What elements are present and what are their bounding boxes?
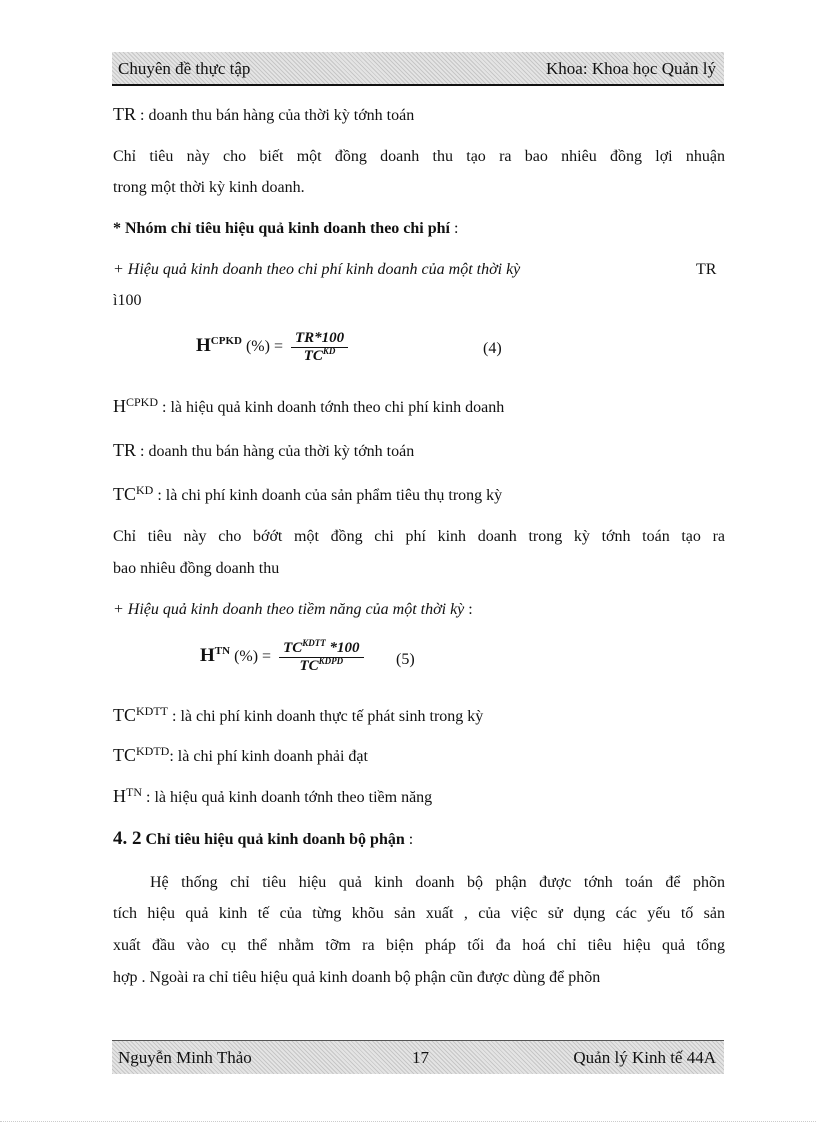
paragraph-2-line-1: Chỉ tiêu này cho bớớt một đồng chi phí kinh doanh trong kỳ tớnh toán tạo ra <box>113 528 725 545</box>
group-heading-tail: : <box>450 220 459 237</box>
bottom-dotted-divider <box>0 1121 816 1122</box>
footer-page-number: 17 <box>412 1048 429 1067</box>
tr-symbol: TR <box>113 104 137 124</box>
formula-5-fraction <box>279 640 363 675</box>
tckdtd-definition: $TC^{KDTD}$: là chi phí kinh doanh phải đạt <box>113 744 368 765</box>
page-footer <box>112 1040 724 1074</box>
section-heading <box>113 828 725 851</box>
htn-definition: $H^{TN}$ : là hiệu quả kinh doanh tớnh theo tiềm năng <box>113 785 433 806</box>
paragraph-3-line-1: Hệ thống chỉ tiêu hiệu quả kinh doanh bộ phận được tớnh toán để phõn <box>150 874 725 891</box>
formula-4-label: (4) <box>483 340 502 357</box>
item-1-line-2: ì100 <box>113 292 142 309</box>
formula-5: $H^{TN}$ (%) = $\frac{TC^{KDTT} *100}{TC^{KDPD}}$ <box>200 640 364 675</box>
item-1-tr: TR <box>696 261 717 278</box>
paragraph-2-line-2: bao nhiêu đồng doanh thu <box>113 560 280 577</box>
section-tail: : <box>404 831 414 848</box>
header-right: Khoa: Khoa học Quản lý <box>546 59 716 78</box>
formula-4-lhs: H <box>196 335 211 357</box>
formula-4-denominator: $TC^{KD}$ <box>303 346 336 364</box>
item-2: + Hiệu quả kinh doanh theo tiềm năng của một thời kỳ : <box>113 601 473 618</box>
group-heading-text: * Nhóm chỉ tiêu hiệu quả kinh doanh theo chi phí <box>113 220 450 237</box>
paragraph-1-line-1: Chỉ tiêu này cho biết một đồng doanh thu tạo ra bao nhiêu đồng lợi nhuận <box>113 148 725 165</box>
formula-4-lhs-sup: CPKD <box>210 335 242 348</box>
section-number: 4. 2 <box>113 828 142 849</box>
header-left: Chuyên đề thực tập <box>118 59 251 78</box>
formula-4 <box>196 330 348 365</box>
item-1-text: + Hiệu quả kinh doanh theo chi phí kinh doanh của một thời kỳ <box>113 261 521 278</box>
footer-author: Nguyễn Minh Thảo <box>118 1048 252 1067</box>
section-title: Chỉ tiêu hiệu quả kinh doanh bộ phận <box>145 831 405 848</box>
formula-5-numerator: $TC^{KDTT}$ *100 <box>279 640 363 658</box>
paragraph-1-line-2: trong một thời kỳ kinh doanh. <box>113 179 305 196</box>
paragraph-3-line-2: tích hiệu quả kinh tế của từng khõu sản xuất , của việc sử dụng các yếu tố sản <box>113 905 725 922</box>
footer-class: Quản lý Kinh tế 44A <box>573 1048 716 1067</box>
tr-definition-text: : doanh thu bán hàng của thời kỳ tớnh toán <box>136 107 415 124</box>
paragraph-3-line-4: hợp . Ngoài ra chỉ tiêu hiệu quả kinh doanh bộ phận cũn được dùng để phõn <box>113 969 601 986</box>
formula-5-label: (5) <box>396 651 415 668</box>
tckdtt-definition: $TC^{KDTT}$ : là chi phí kinh doanh thực tế phát sinh trong kỳ <box>113 704 484 725</box>
formula-4-numerator: TR*100 <box>291 330 348 348</box>
tckd-definition: $TC^{KD}$ : là chi phí kinh doanh của sản phẩm tiêu thụ trong kỳ <box>113 483 503 504</box>
page-header <box>112 52 724 86</box>
tr-definition-2: TR : doanh thu bán hàng của thời kỳ tớnh toán <box>113 440 415 460</box>
paragraph-3-line-3: xuất đầu vào cụ thể nhằm tỡm ra biện pháp tối đa hoá chỉ tiêu hiệu quả tổng <box>113 937 725 954</box>
formula-4-fraction <box>291 330 348 365</box>
formula-4-unit: (%) = <box>241 338 287 356</box>
group-heading <box>113 218 725 240</box>
tr-definition-1 <box>113 103 725 127</box>
formula-5-denominator: $TC^{KDPD}$ <box>299 656 344 674</box>
hcpkd-definition: $H^{CPKD}$ : là hiệu quả kinh doanh tớnh theo chi phí kinh doanh <box>113 395 505 416</box>
